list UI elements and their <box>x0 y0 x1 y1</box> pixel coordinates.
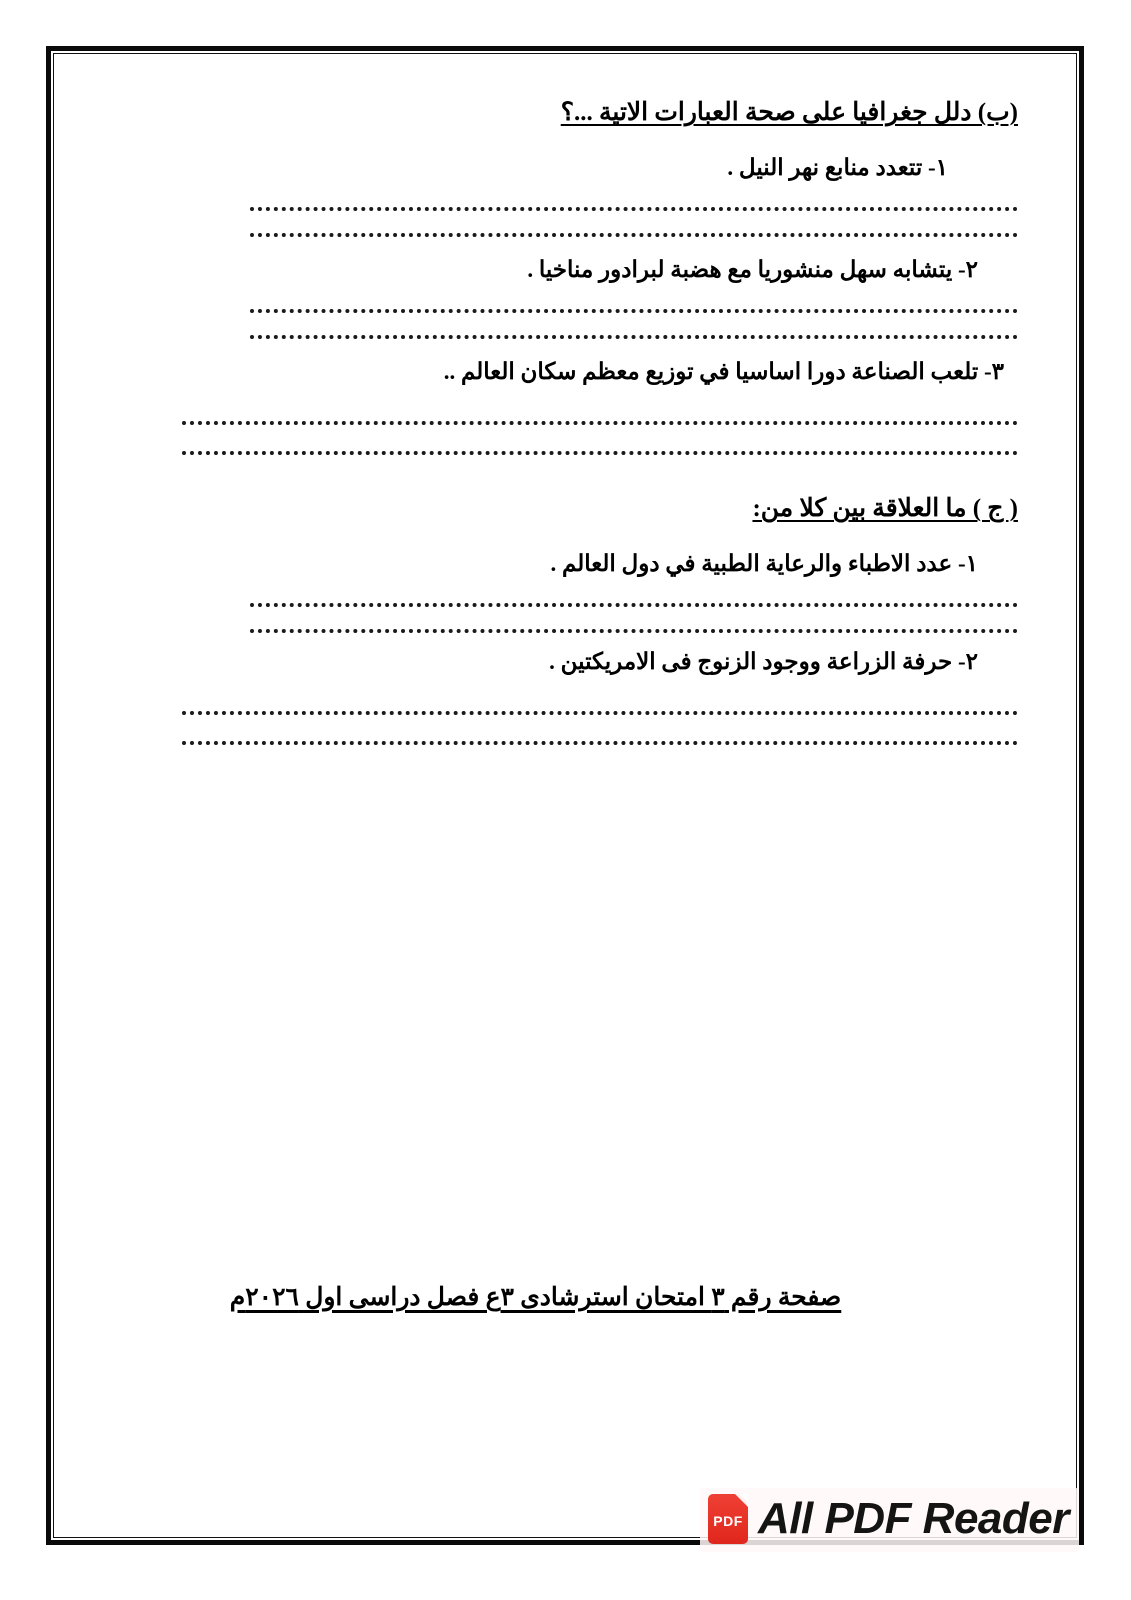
section-b-item-3: ٣- تلعب الصناعة دورا اساسيا في توزيع معظم سكان العالم .. <box>443 359 1004 385</box>
watermark-all-pdf-reader <box>700 1488 1079 1552</box>
answer-line[interactable] <box>70 198 1018 218</box>
spacer <box>70 184 1018 198</box>
answer-line[interactable] <box>70 224 1018 244</box>
section-c-item-2: ٢- حرفة الزراعة ووجود الزنوج فى الامريكتين . <box>549 649 978 675</box>
answer-line[interactable] <box>70 732 1018 752</box>
section-b-item-2: ٢- يتشابه سهل منشوريا مع هضبة لبرادور مناخيا . <box>527 256 978 282</box>
answer-line[interactable] <box>70 442 1018 462</box>
exam-content <box>70 96 1018 752</box>
spacer <box>70 432 1018 442</box>
spacer <box>70 244 1018 254</box>
section-b-item-1: ١- تتعدد منابع نهر النيل . <box>727 154 948 180</box>
spacer <box>70 722 1018 732</box>
spacer <box>70 678 1018 702</box>
watermark-app-name: All PDF Reader <box>758 1494 1069 1543</box>
answer-line[interactable] <box>70 300 1018 320</box>
spacer <box>70 346 1018 356</box>
section-c-heading <box>70 492 1018 526</box>
answer-line[interactable] <box>70 326 1018 346</box>
answer-line[interactable] <box>70 620 1018 640</box>
pdf-file-icon <box>708 1494 748 1544</box>
spacer <box>70 134 1018 152</box>
answer-line[interactable] <box>70 594 1018 614</box>
answer-line[interactable] <box>70 702 1018 722</box>
spacer <box>70 462 1018 492</box>
section-b-heading <box>70 96 1018 130</box>
section-c-heading-text: ( ج ) ما العلاقة بين كلا من: <box>752 495 1018 523</box>
spacer <box>70 286 1018 300</box>
spacer <box>70 580 1018 594</box>
pdf-badge-label: PDF <box>713 1513 743 1529</box>
footer-note: صفحة رقم ٣ امتحان استرشادى ٣ع فصل دراسى اول ٢٠٢٦م <box>229 1284 842 1311</box>
spacer <box>70 388 1018 412</box>
section-b-heading-text: (ب) دلل جغرافيا على صحة العبارات الاتية ...؟ <box>560 99 1018 126</box>
page-footer <box>0 1282 1131 1312</box>
answer-line[interactable] <box>70 412 1018 432</box>
spacer <box>70 530 1018 548</box>
section-c-item-1: ١- عدد الاطباء والرعاية الطبية في دول العالم . <box>550 551 978 577</box>
